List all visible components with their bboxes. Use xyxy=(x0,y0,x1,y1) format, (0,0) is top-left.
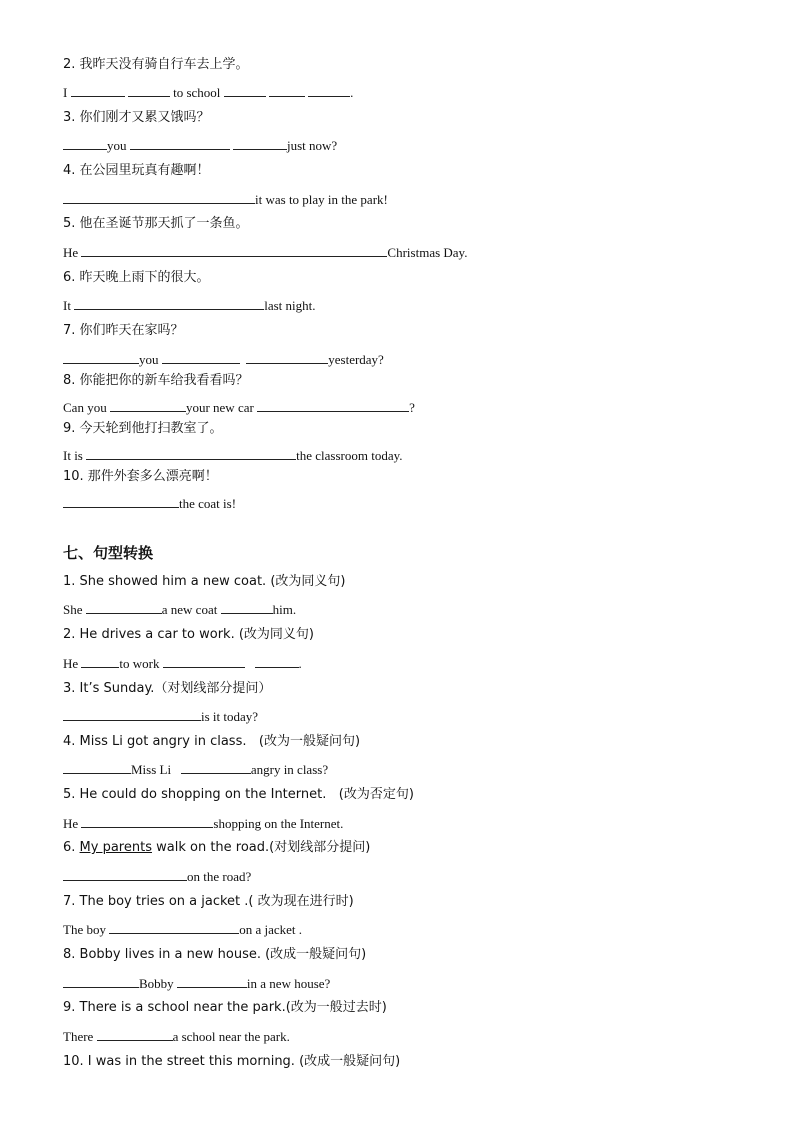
question-10-prompt: 10. 那件外套多么漂亮啊！ xyxy=(63,469,218,484)
question-8-prompt: 8. 你能把你的新车给我看看吗？ xyxy=(63,373,249,388)
answer-line-8: Can you your new car ? xyxy=(63,400,415,415)
answer-line-9: It is the classroom today. xyxy=(63,448,403,463)
answer-blank[interactable] xyxy=(63,868,187,881)
answer-blank[interactable] xyxy=(63,708,201,721)
answer-blank[interactable] xyxy=(110,399,186,412)
answer-line-3: you just now? xyxy=(63,137,337,154)
answer-blank[interactable] xyxy=(130,137,230,150)
answer-blank[interactable] xyxy=(63,761,131,774)
s7-question-9-prompt: 9. There is a school near the park.(改为一般过去时) xyxy=(63,1000,387,1015)
answer-line-7: you yesterday? xyxy=(63,351,384,368)
s7-answer-line-1: She a new coat him. xyxy=(63,602,297,617)
answer-blank[interactable] xyxy=(233,137,287,150)
s7-question-3-prompt: 3. It’s Sunday.（对划线部分提问） xyxy=(63,681,272,696)
s7-answer-line-2: He to work . xyxy=(63,656,302,671)
answer-blank[interactable] xyxy=(63,191,255,204)
s7-answer-line-5: He shopping on the Internet. xyxy=(63,816,344,831)
s7-answer-line-9: There a school near the park. xyxy=(63,1029,290,1044)
answer-blank[interactable] xyxy=(177,975,247,988)
s7-answer-line-7: The boy on a jacket . xyxy=(63,922,303,937)
answer-blank[interactable] xyxy=(63,975,139,988)
s7-question-5-prompt: 5. He could do shopping on the Internet. (改为否定句) xyxy=(63,787,414,802)
underlined-target: My parents xyxy=(79,840,152,855)
question-2-prompt: 2. 我昨天没有骑自行车去上学。 xyxy=(63,57,249,72)
answer-blank[interactable] xyxy=(81,815,213,828)
question-3-prompt: 3. 你们刚才又累又饿吗？ xyxy=(63,110,210,125)
answer-blank[interactable] xyxy=(74,297,264,310)
answer-blank[interactable] xyxy=(257,399,409,412)
s7-question-8-prompt: 8. Bobby lives in a new house. (改成一般疑问句) xyxy=(63,947,367,962)
answer-line-10: the coat is! xyxy=(63,495,236,512)
s7-answer-line-8: Bobby in a new house? xyxy=(63,975,330,992)
answer-blank[interactable] xyxy=(224,84,266,97)
answer-blank[interactable] xyxy=(97,1028,173,1041)
answer-blank[interactable] xyxy=(255,655,299,668)
question-7-prompt: 7. 你们昨天在家吗？ xyxy=(63,323,184,338)
s7-answer-line-3: is it today? xyxy=(63,708,258,725)
answer-blank[interactable] xyxy=(81,244,387,257)
question-5-prompt: 5. 他在圣诞节那天抓了一条鱼。 xyxy=(63,216,249,231)
answer-blank[interactable] xyxy=(119,495,179,508)
answer-blank[interactable] xyxy=(162,351,240,364)
question-6-prompt: 6. 昨天晚上雨下的很大。 xyxy=(63,270,210,285)
answer-blank[interactable] xyxy=(63,495,119,508)
answer-blank[interactable] xyxy=(63,137,107,150)
s7-question-4-prompt: 4. Miss Li got angry in class. (改为一般疑问句) xyxy=(63,734,361,749)
answer-blank[interactable] xyxy=(109,921,239,934)
answer-blank[interactable] xyxy=(181,761,251,774)
answer-blank[interactable] xyxy=(81,655,119,668)
answer-blank[interactable] xyxy=(86,447,296,460)
answer-blank[interactable] xyxy=(86,601,162,614)
answer-line-4: it was to play in the park! xyxy=(63,191,388,208)
s7-question-7-prompt: 7. The boy tries on a jacket .( 改为现在进行时) xyxy=(63,894,354,909)
answer-blank[interactable] xyxy=(221,601,273,614)
s7-question-6-prompt: 6. My parents walk on the road.(对划线部分提问) xyxy=(63,840,371,855)
question-9-prompt: 9. 今天轮到他打扫教室了。 xyxy=(63,421,223,436)
s7-question-2-prompt: 2. He drives a car to work. (改为同义句) xyxy=(63,627,314,642)
answer-blank[interactable] xyxy=(128,84,170,97)
answer-blank[interactable] xyxy=(63,351,139,364)
answer-line-6: It last night. xyxy=(63,298,316,313)
answer-blank[interactable] xyxy=(71,84,125,97)
answer-line-5: He Christmas Day. xyxy=(63,245,468,260)
question-4-prompt: 4. 在公园里玩真有趣啊！ xyxy=(63,163,210,178)
answer-blank[interactable] xyxy=(246,351,328,364)
s7-answer-line-6: on the road? xyxy=(63,868,251,885)
section-7-heading: 七、句型转换 xyxy=(63,544,154,562)
answer-blank[interactable] xyxy=(269,84,305,97)
answer-blank[interactable] xyxy=(308,84,350,97)
answer-blank[interactable] xyxy=(163,655,245,668)
s7-question-1-prompt: 1. She showed him a new coat. (改为同义句) xyxy=(63,574,346,589)
s7-answer-line-4: Miss Li angry in class? xyxy=(63,761,328,778)
answer-line-2: I to school . xyxy=(63,85,354,100)
s7-question-10-prompt: 10. I was in the street this morning. (改成一般疑问句) xyxy=(63,1054,401,1069)
